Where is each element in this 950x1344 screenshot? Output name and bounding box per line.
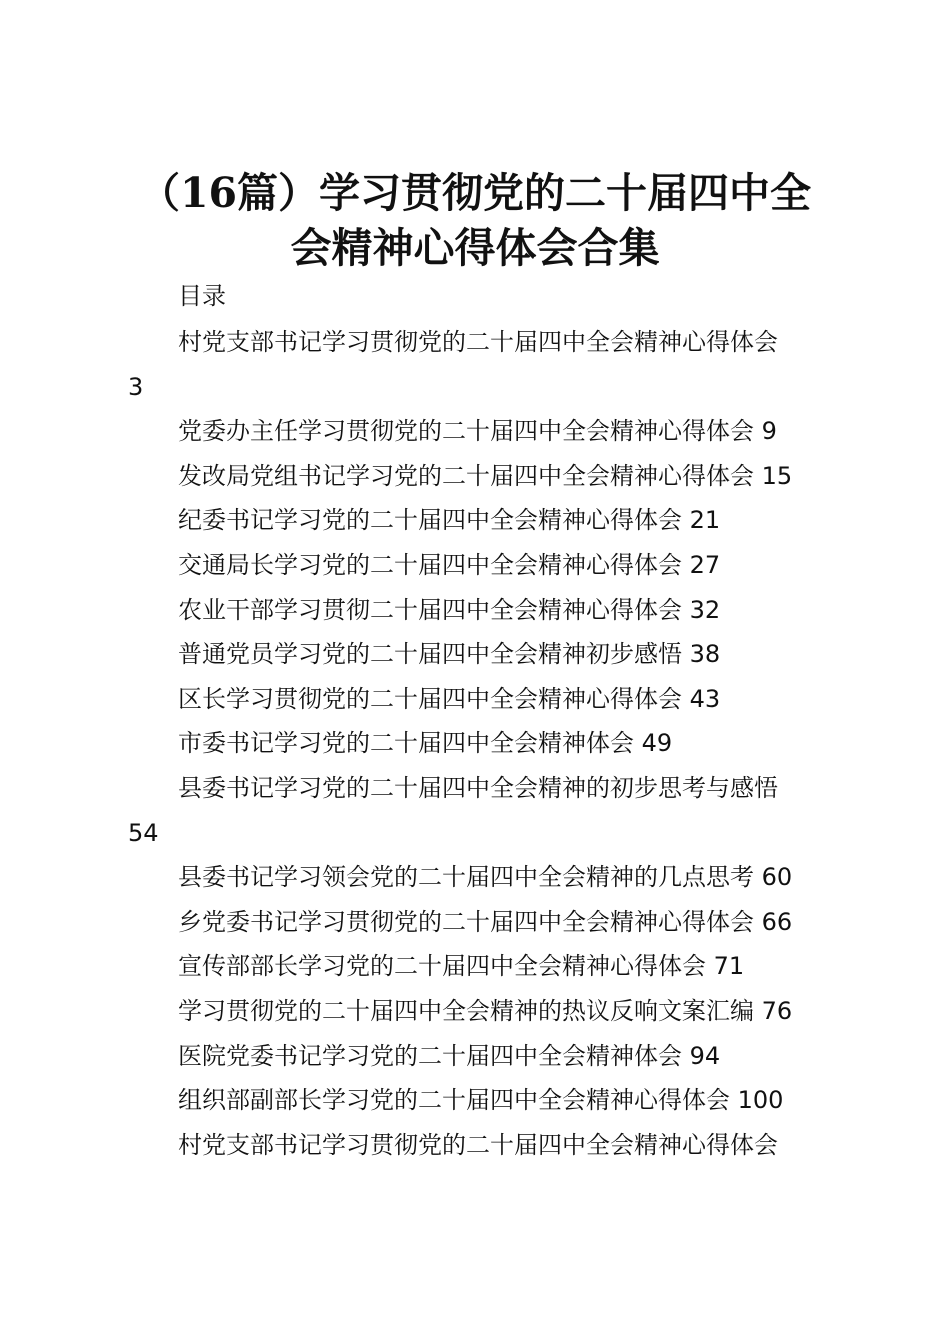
toc-entry-page: 71 (713, 952, 745, 981)
toc-entry[interactable] (128, 588, 828, 633)
toc-entry-page: 94 (689, 1041, 721, 1070)
toc-entry-title: 发改局党组书记学习党的二十届四中全会精神心得体会 (178, 461, 754, 490)
toc-entry-title: 组织部副部长学习党的二十届四中全会精神心得体会 (178, 1086, 730, 1115)
toc-entry[interactable] (128, 454, 828, 499)
toc-entry-page: 9 (761, 417, 777, 446)
toc-entry[interactable] (128, 1034, 828, 1079)
table-of-contents (128, 320, 828, 1167)
body-section-heading: 村党支部书记学习贯彻党的二十届四中全会精神心得体会 (178, 1130, 778, 1159)
toc-entry-title: 纪委书记学习党的二十届四中全会精神心得体会 (178, 506, 682, 535)
toc-entry[interactable] (128, 1078, 828, 1123)
toc-entry-title: 村党支部书记学习贯彻党的二十届四中全会精神心得体会 (178, 328, 778, 356)
toc-entry-title: 普通党员学习党的二十届四中全会精神初步感悟 (178, 640, 682, 669)
toc-entry-page: 66 (761, 907, 793, 936)
toc-entry-page: 32 (689, 595, 721, 624)
toc-entry[interactable] (128, 498, 828, 543)
toc-entry-page: 49 (641, 729, 673, 758)
toc-entry-page: 60 (761, 863, 793, 892)
toc-entry-page: 3 (128, 372, 144, 401)
toc-entry-title: 市委书记学习党的二十届四中全会精神体会 (178, 729, 634, 758)
toc-entry-title: 农业干部学习贯彻二十届四中全会精神心得体会 (178, 595, 682, 624)
toc-entry-title: 交通局长学习党的二十届四中全会精神心得体会 (178, 550, 682, 579)
toc-entry-title: 学习贯彻党的二十届四中全会精神的热议反响文案汇编 (178, 996, 754, 1025)
toc-entry[interactable] (128, 320, 828, 409)
toc-heading: 目录 (178, 282, 226, 310)
toc-entry[interactable] (128, 900, 828, 945)
toc-entry-title: 医院党委书记学习党的二十届四中全会精神体会 (178, 1041, 682, 1070)
document-title (120, 166, 830, 276)
toc-entry-page: 76 (761, 996, 793, 1025)
toc-entry-page: 21 (689, 506, 721, 535)
toc-entry-title: 宣传部部长学习党的二十届四中全会精神心得体会 (178, 952, 706, 981)
toc-entry[interactable] (128, 721, 828, 766)
toc-entry[interactable] (128, 766, 828, 855)
toc-entry[interactable] (128, 855, 828, 900)
toc-entry-title: 县委书记学习党的二十届四中全会精神的初步思考与感悟 (178, 773, 778, 802)
toc-entry-page: 27 (689, 550, 721, 579)
toc-entry-title: 党委办主任学习贯彻党的二十届四中全会精神心得体会 (178, 417, 754, 446)
toc-entry-title: 区长学习贯彻党的二十届四中全会精神心得体会 (178, 684, 682, 713)
toc-entry-title: 县委书记学习领会党的二十届四中全会精神的几点思考 (178, 863, 754, 892)
toc-entry-page: 43 (689, 684, 721, 713)
toc-entry[interactable] (128, 543, 828, 588)
toc-entry[interactable] (128, 944, 828, 989)
toc-entry[interactable] (128, 989, 828, 1034)
title-line-2: 会精神心得体会合集 (290, 224, 660, 272)
toc-entry[interactable] (128, 677, 828, 722)
toc-entry-page: 54 (128, 818, 159, 847)
toc-entry-page: 38 (689, 640, 721, 669)
toc-entry-title: 乡党委书记学习贯彻党的二十届四中全会精神心得体会 (178, 907, 754, 936)
title-line-1: （16篇）学习贯彻党的二十届四中全 (138, 169, 812, 217)
toc-entry-page: 15 (761, 461, 793, 490)
toc-entry[interactable] (128, 632, 828, 677)
toc-entry[interactable] (128, 409, 828, 454)
toc-entry-page: 100 (737, 1086, 784, 1115)
